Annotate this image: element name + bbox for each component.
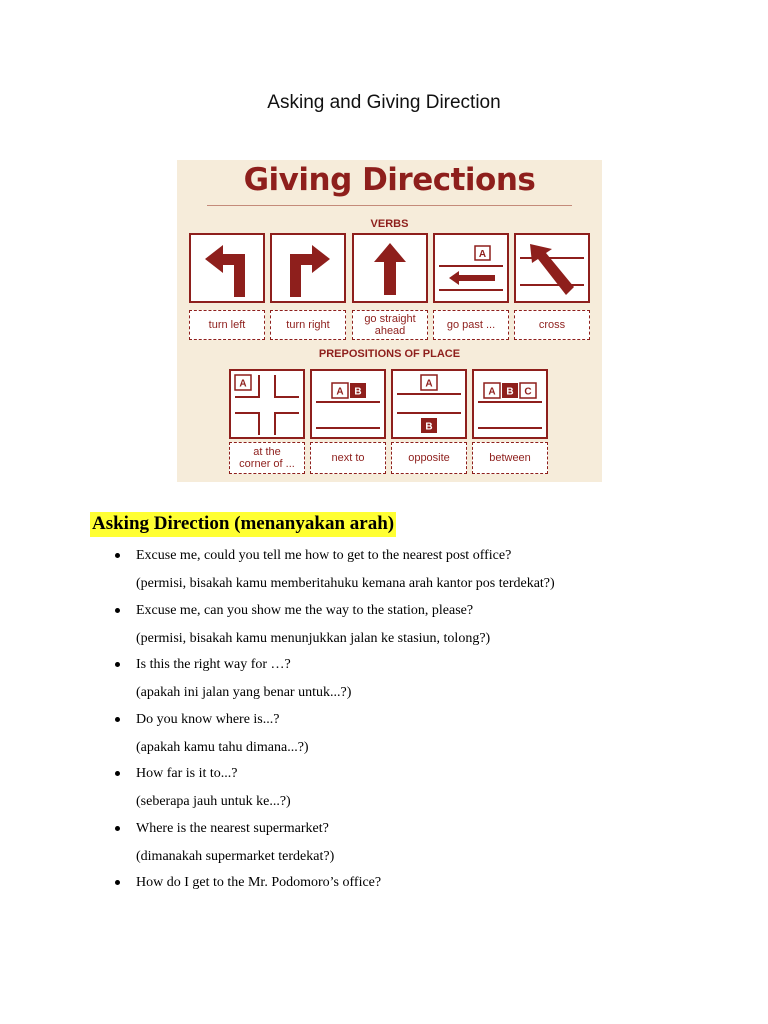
- question-text: How do I get to the Mr. Podomoro’s office?: [136, 875, 382, 890]
- verb-text: cross: [538, 319, 566, 331]
- asking-direction-heading: Asking Direction (menanyakan arah): [90, 512, 396, 537]
- verb-text: turn left: [208, 319, 246, 331]
- prepositions-heading: PREPOSITIONS OF PLACE: [318, 348, 461, 360]
- list-item: [0, 766, 768, 821]
- translation-text: (seberapa jauh untuk ke...?): [136, 794, 291, 809]
- question-text: Is this the right way for …?: [136, 657, 291, 672]
- translation-text: (apakah ini jalan yang benar untuk...?): [136, 685, 352, 700]
- verb-text-line2: ahead: [374, 325, 406, 337]
- prep-text-line1: at the: [253, 446, 281, 458]
- prep-text-line2: corner of ...: [239, 458, 295, 470]
- giving-directions-poster: [177, 160, 602, 482]
- verb-label-turn-left: [189, 310, 265, 340]
- prep-label-corner: [229, 442, 305, 474]
- verb-text: turn right: [286, 319, 330, 331]
- question-text: Excuse me, can you show me the way to the station, please?: [136, 602, 474, 618]
- prep-text: opposite: [408, 452, 450, 464]
- list-item: [0, 657, 768, 712]
- translation-text: (apakah kamu tahu dimana...?): [136, 739, 309, 755]
- list-item: [0, 548, 768, 603]
- verb-label-cross: [514, 310, 590, 340]
- poster-divider: [207, 205, 572, 206]
- turn-right-arrow-icon: [270, 233, 346, 303]
- corner-icon: [229, 369, 305, 439]
- question-text: Where is the nearest supermarket?: [136, 820, 329, 836]
- translation-text: (dimanakah supermarket terdekat?): [136, 848, 335, 864]
- marker-a: A: [425, 378, 433, 390]
- bullet-icon: [115, 717, 120, 722]
- verb-label-go-past: [433, 310, 509, 340]
- asking-direction-list: [0, 548, 768, 930]
- bullet-icon: [115, 662, 120, 667]
- list-item: [0, 821, 768, 876]
- bullet-icon: [115, 608, 120, 613]
- prep-label-between: [472, 442, 548, 474]
- question-text: How far is it to...?: [136, 766, 238, 781]
- prep-text: next to: [331, 452, 365, 464]
- translation-text: (permisi, bisakah kamu memberitahuku kemana arah kantor pos terdekat?): [136, 576, 555, 591]
- opposite-icon: [391, 369, 467, 439]
- bullet-icon: [115, 553, 120, 558]
- bullet-icon: [115, 880, 120, 885]
- list-item: [0, 875, 768, 930]
- go-past-icon: [433, 233, 509, 303]
- question-text: Do you know where is...?: [136, 711, 280, 727]
- verb-text: go past ...: [446, 319, 496, 331]
- marker-b: B: [425, 421, 433, 433]
- prep-label-next-to: [310, 442, 386, 474]
- prep-label-opposite: [391, 442, 467, 474]
- marker-a: A: [239, 378, 247, 390]
- marker-a: A: [488, 386, 496, 398]
- list-item: [0, 603, 768, 658]
- marker-a: A: [336, 386, 344, 398]
- straight-arrow-icon: [352, 233, 428, 303]
- cross-arrow-icon: [514, 233, 590, 303]
- verbs-heading: VERBS: [370, 218, 409, 230]
- question-text: Excuse me, could you tell me how to get to the nearest post office?: [136, 548, 512, 563]
- turn-left-arrow-icon: [189, 233, 265, 303]
- page-title: Asking and Giving Direction: [267, 92, 501, 113]
- translation-text: (permisi, bisakah kamu menunjukkan jalan ke stasiun, tolong?): [136, 630, 491, 646]
- prep-text: between: [489, 452, 531, 464]
- next-to-icon: [310, 369, 386, 439]
- verb-label-go-straight: [352, 310, 428, 340]
- marker-b: B: [354, 386, 362, 398]
- marker-c: C: [524, 386, 532, 398]
- verb-label-turn-right: [270, 310, 346, 340]
- poster-title: Giving Directions: [243, 162, 536, 198]
- between-icon: [472, 369, 548, 439]
- marker-b: B: [506, 386, 514, 398]
- bullet-icon: [115, 771, 120, 776]
- verb-text-line1: go straight: [364, 313, 416, 325]
- bullet-icon: [115, 826, 120, 831]
- marker-a: A: [478, 249, 487, 260]
- list-item: [0, 712, 768, 767]
